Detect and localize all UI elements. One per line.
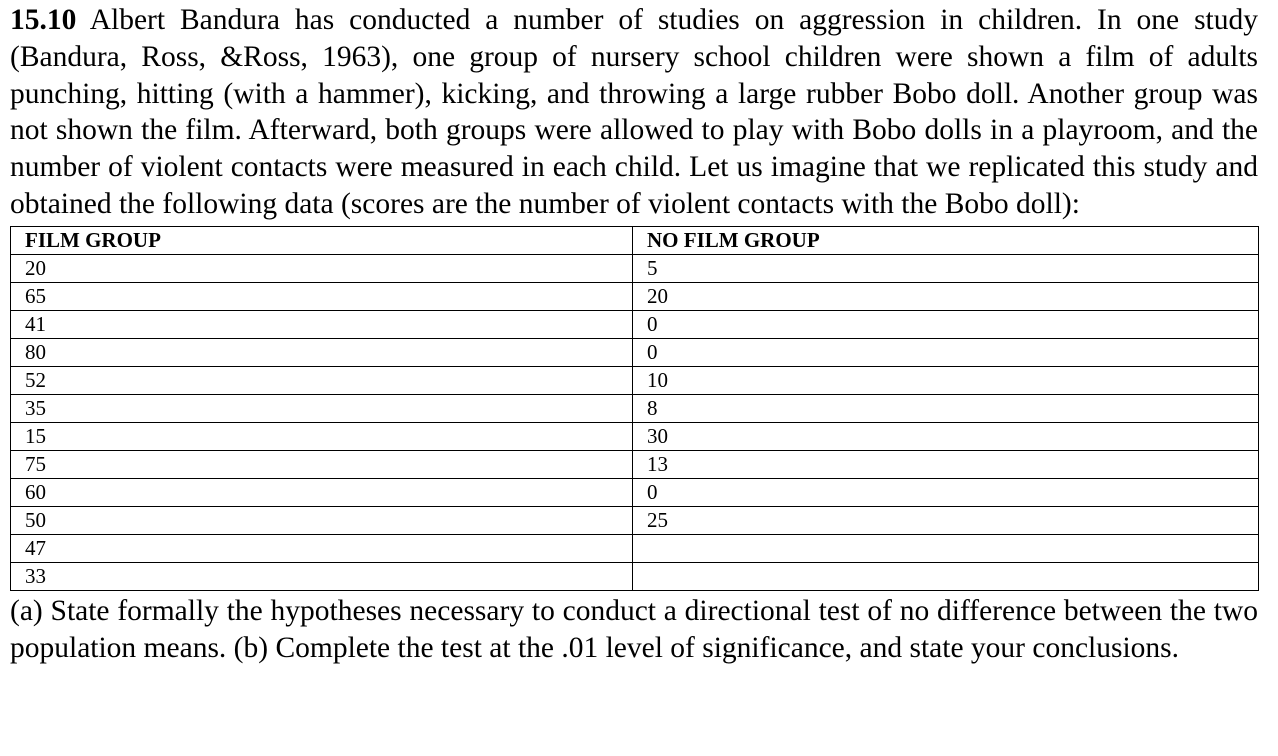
no-film-group-cell: 0 [633, 338, 1259, 366]
table-row [11, 506, 1259, 534]
no-film-group-cell: 30 [633, 422, 1259, 450]
film-group-cell: 65 [11, 282, 633, 310]
table-row [11, 338, 1259, 366]
table-row [11, 366, 1259, 394]
no-film-group-cell: 0 [633, 478, 1259, 506]
table-row [11, 562, 1259, 590]
table-row [11, 422, 1259, 450]
film-group-cell: 60 [11, 478, 633, 506]
film-group-cell: 80 [11, 338, 633, 366]
film-group-cell: 47 [11, 534, 633, 562]
table-row [11, 534, 1259, 562]
table-row [11, 310, 1259, 338]
header-film-group: FILM GROUP [11, 226, 633, 254]
no-film-group-cell: 8 [633, 394, 1259, 422]
no-film-group-cell [633, 534, 1259, 562]
film-group-cell: 33 [11, 562, 633, 590]
no-film-group-cell: 5 [633, 254, 1259, 282]
film-group-cell: 41 [11, 310, 633, 338]
table-row [11, 394, 1259, 422]
no-film-group-cell: 20 [633, 282, 1259, 310]
problem-intro-text: Albert Bandura has conducted a number of studies on aggression in children. In one study (Bandura, Ross, &Ross, 1963), one group of nursery school children were shown a film of adults punching, hitting (with a hammer), kicking, and throwing a large rubber Bobo doll. Another group was not shown the film. Afterward, both groups were allowed to play with Bobo dolls in a playroom, and the number of violent contacts were measured in each child. Let us imagine that we replicated this study and obtained the following data (scores are the number of violent contacts with the Bobo doll): [10, 4, 1259, 220]
no-film-group-cell: 13 [633, 450, 1259, 478]
no-film-group-cell: 10 [633, 366, 1259, 394]
table-row [11, 450, 1259, 478]
film-group-cell: 52 [11, 366, 633, 394]
data-table [10, 226, 1259, 591]
film-group-cell: 75 [11, 450, 633, 478]
header-no-film-group: NO FILM GROUP [633, 226, 1259, 254]
table-row [11, 254, 1259, 282]
table-header-row [11, 226, 1259, 254]
table-row [11, 478, 1259, 506]
no-film-group-cell: 0 [633, 310, 1259, 338]
film-group-cell: 20 [11, 254, 633, 282]
film-group-cell: 35 [11, 394, 633, 422]
film-group-cell: 50 [11, 506, 633, 534]
table-row [11, 282, 1259, 310]
no-film-group-cell [633, 562, 1259, 590]
problem-intro [10, 0, 1258, 223]
no-film-group-cell: 25 [633, 506, 1259, 534]
film-group-cell: 15 [11, 422, 633, 450]
problem-number: 15.10 [10, 4, 77, 36]
problem-questions: (a) State formally the hypotheses necessary to conduct a directional test of no difference between the two population means. (b) Complete the test at the .01 level of significance, and state your conclusions. [10, 594, 1258, 664]
